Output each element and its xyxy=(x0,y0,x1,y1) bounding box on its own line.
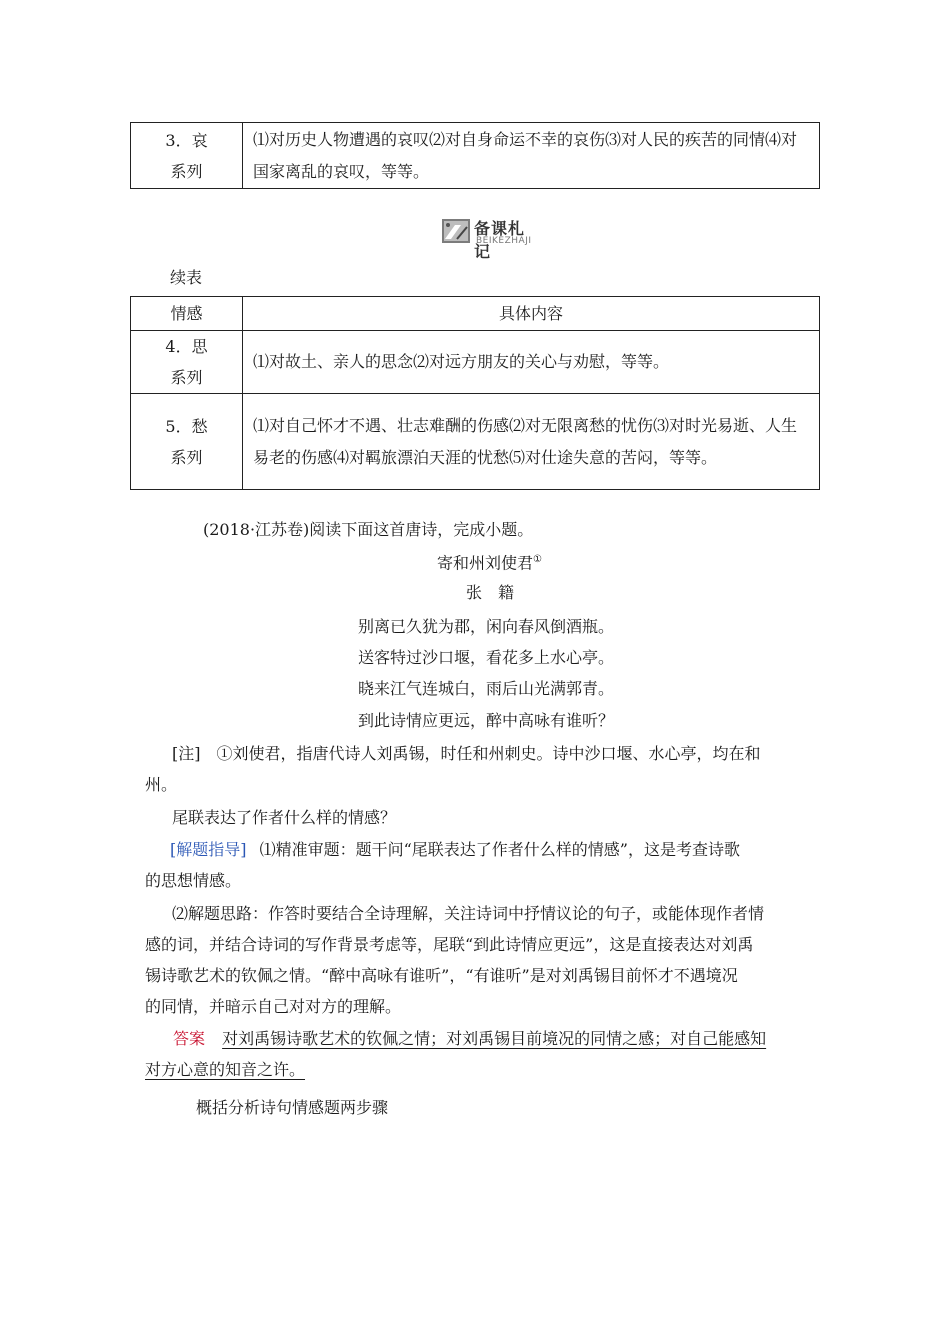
question-source: (2018·江苏卷)阅读下面这首唐诗，完成小题。 xyxy=(203,520,534,539)
category-label: 系列 xyxy=(170,161,203,181)
guide-paragraph xyxy=(170,838,740,862)
table-header-row xyxy=(131,297,820,331)
guide-label: [解题指导] xyxy=(170,840,247,859)
notebook-pen-icon xyxy=(441,217,471,245)
category-cell xyxy=(131,331,243,394)
answer-text: 对刘禹锡诗歌艺术的钦佩之情；对刘禹锡目前境况的同情之感；对自己能感知 xyxy=(222,1029,767,1048)
poem-line: 晓来江气连城白，雨后山光满郭青。 xyxy=(358,679,615,698)
poem-line: 送客特过沙口堰，看花多上水心亭。 xyxy=(358,648,615,667)
content-cell: ⑴对历史人物遭遇的哀叹⑵对自身命运不幸的哀伤⑶对人民的疾苦的同情⑷对国家离乱的哀叹，等等。 xyxy=(243,123,820,189)
poem-author: 张 籍 xyxy=(466,583,515,602)
category-label: 4．思 xyxy=(165,337,208,356)
answer-text: 对方心意的知音之许。 xyxy=(145,1060,306,1079)
poem-line: 到此诗情应更远，醉中高咏有谁听？ xyxy=(358,711,615,730)
table-row xyxy=(131,331,820,394)
approach-text: 锡诗歌艺术的钦佩之情。“醉中高咏有谁听”，“有谁听”是对刘禹锡目前怀才不遇境况 xyxy=(145,966,738,985)
note-text: 州。 xyxy=(145,775,178,794)
lesson-notes-badge xyxy=(441,216,541,261)
badge-subtitle: BEIKEZHAJI xyxy=(476,236,532,246)
guide-text: 的思想情感。 xyxy=(145,871,242,890)
summary-heading: 概括分析诗句情感题两步骤 xyxy=(196,1098,389,1117)
answer-label: 答案 xyxy=(173,1029,206,1048)
poem-title-text: 寄和州刘使君 xyxy=(437,553,534,573)
continued-label: 续表 xyxy=(170,268,203,287)
table-row xyxy=(131,123,820,189)
approach-text: 感的词，并结合诗词的写作背景考虑等，尾联“到此诗情应更远”，这是直接表达对刘禹 xyxy=(145,935,754,954)
column-header: 情感 xyxy=(131,297,243,331)
content-cell: ⑴对故土、亲人的思念⑵对远方朋友的关心与劝慰，等等。 xyxy=(243,331,820,394)
question-prompt: 尾联表达了作者什么样的情感？ xyxy=(172,808,397,827)
emotion-table-top xyxy=(130,122,820,189)
approach-text: 的同情，并暗示自己对对方的理解。 xyxy=(145,997,402,1016)
note-text: [注] ①刘使君，指唐代诗人刘禹锡，时任和州刺史。诗中沙口堰、水心亭，均在和 xyxy=(172,744,761,763)
category-label: 5．愁 xyxy=(165,416,208,436)
emotion-table xyxy=(130,296,820,490)
category-label: 3．哀 xyxy=(165,130,208,150)
content-cell: ⑴对自己怀才不遇、壮志难酬的伤感⑵对无限离愁的忧伤⑶对时光易逝、人生易老的伤感⑷对羁旅漂泊天涯的忧愁⑸对仕途失意的苦闷，等等。 xyxy=(243,394,820,490)
answer-paragraph xyxy=(173,1027,766,1051)
approach-text: ⑵解题思路：作答时要结合全诗理解，关注诗词中抒情议论的句子，或能体现作者情 xyxy=(172,904,765,923)
category-cell xyxy=(131,394,243,490)
poem-title xyxy=(437,548,542,575)
category-label: 系列 xyxy=(170,447,203,467)
category-label: 系列 xyxy=(170,368,203,387)
poem-line: 别离已久犹为郡，闲向春风倒酒瓶。 xyxy=(358,617,615,636)
table-row xyxy=(131,394,820,490)
footnote-marker: ① xyxy=(533,554,542,565)
column-header: 具体内容 xyxy=(243,297,820,331)
category-cell xyxy=(131,123,243,189)
badge-title: 备课札记 xyxy=(474,219,526,261)
guide-text: ⑴精准审题：题干问“尾联表达了作者什么样的情感”，这是考查诗歌 xyxy=(259,840,740,859)
